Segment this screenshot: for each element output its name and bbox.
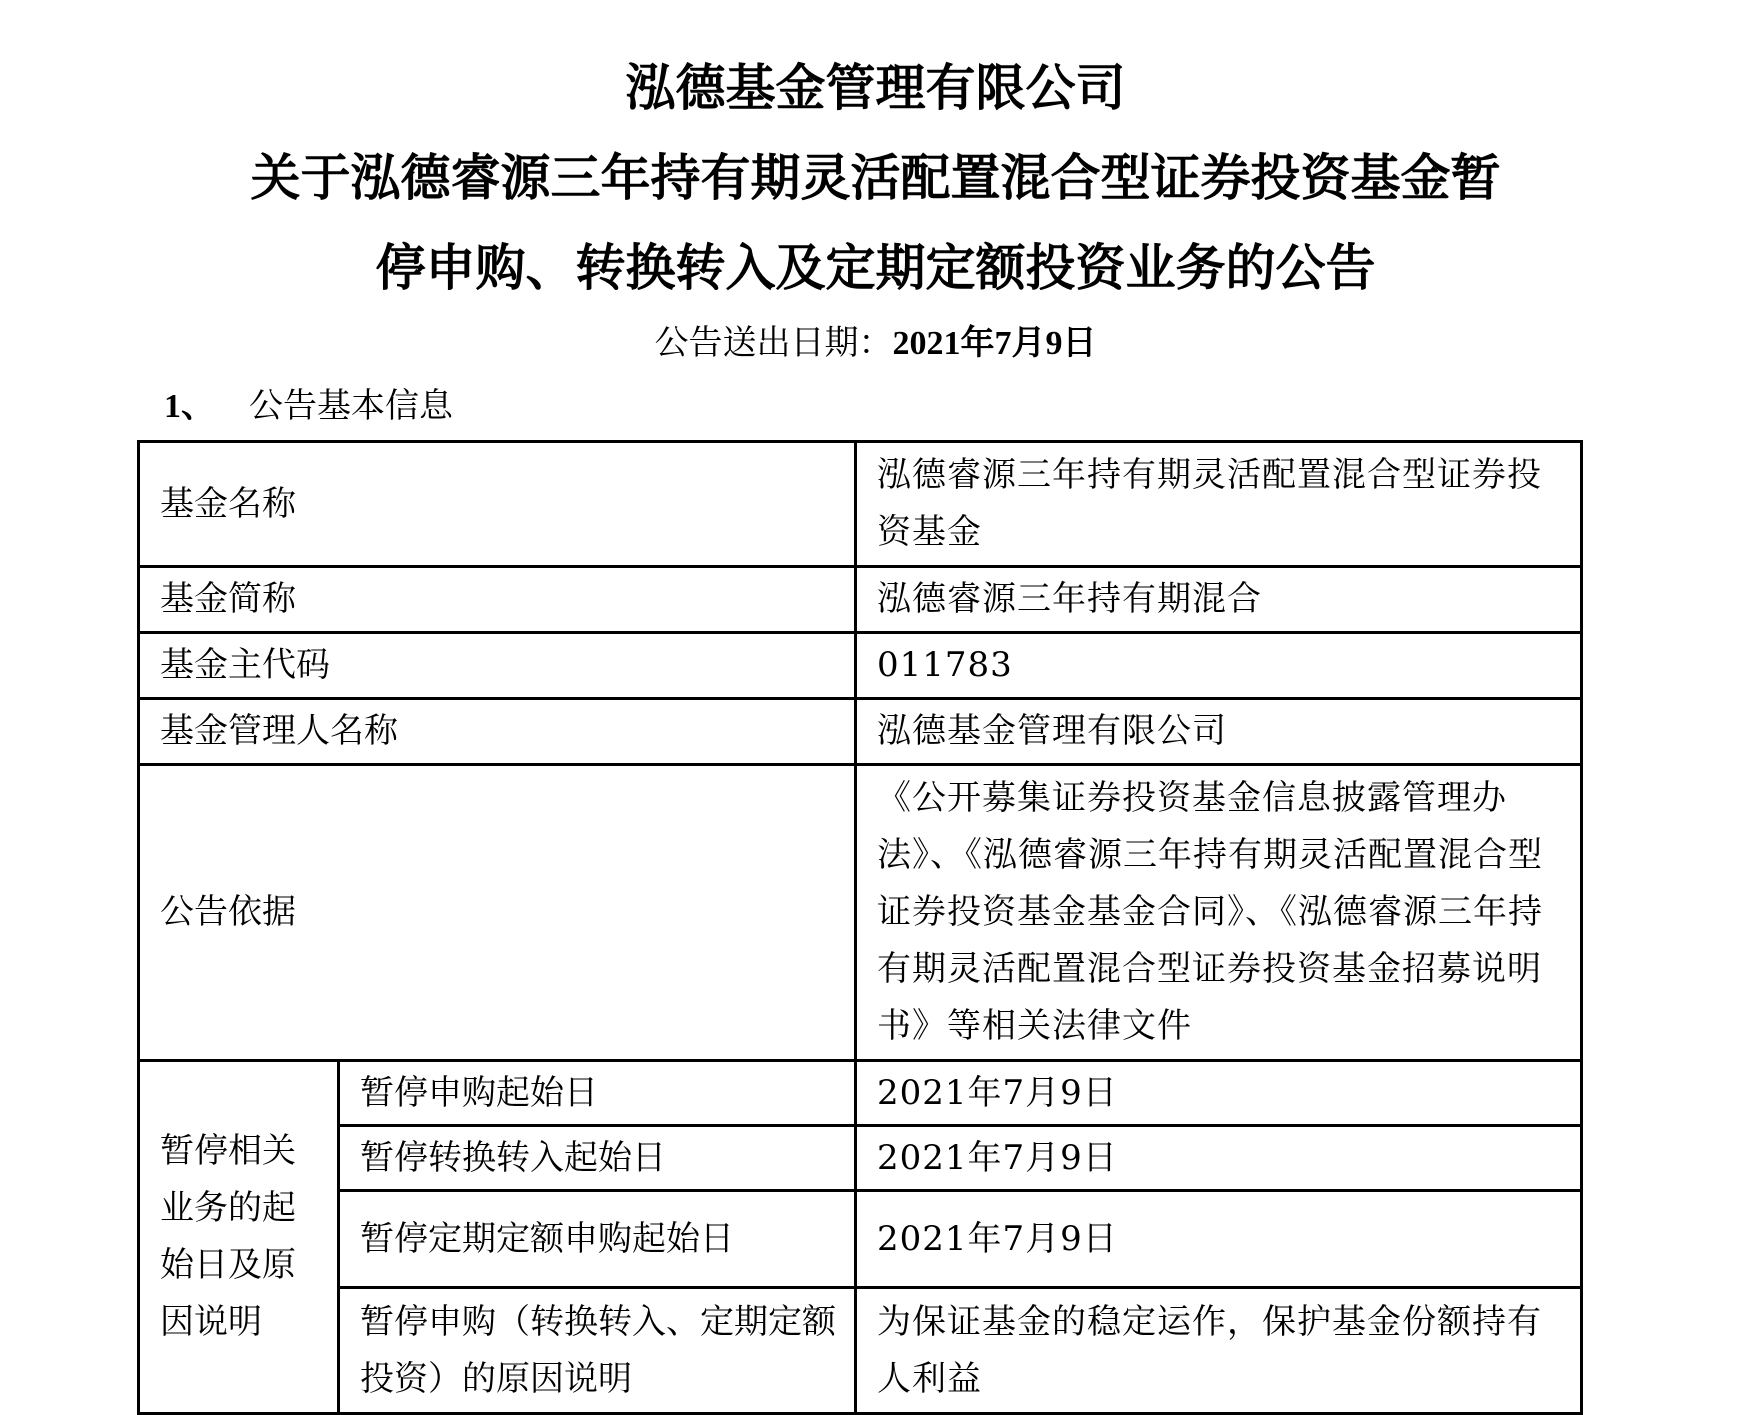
- fund-code-label: 基金主代码: [139, 633, 856, 699]
- suspend-conversion-label: 暂停转换转入起始日: [339, 1126, 856, 1191]
- legal-basis-value: 《公开募集证券投资基金信息披露管理办法》、《泓德睿源三年持有期灵活配置混合型证券投资基金基金合同》、《泓德睿源三年持有期灵活配置混合型证券投资基金招募说明书》等相关法律文件: [856, 765, 1582, 1061]
- announcement-title-line-3: 停申购、转换转入及定期定额投资业务的公告: [375, 239, 1376, 297]
- fund-name-value: 泓德睿源三年持有期灵活配置混合型证券投资基金: [856, 442, 1582, 567]
- fund-short-name-value: 泓德睿源三年持有期混合: [856, 567, 1582, 633]
- suspend-purchase-label: 暂停申购起始日: [339, 1061, 856, 1126]
- suspend-regular-investment-value: 2021年7月9日: [856, 1191, 1582, 1288]
- fund-code-value: 011783: [856, 633, 1582, 699]
- table-row: [139, 1191, 1582, 1288]
- date-label: 公告送出日期：: [654, 323, 893, 363]
- suspension-reason-label: 暂停申购（转换转入、定期定额投资）的原因说明: [339, 1288, 856, 1414]
- fund-manager-label: 基金管理人名称: [139, 699, 856, 765]
- date-value: 2021年7月9日: [892, 325, 1097, 362]
- announcement-title-line-2: 关于泓德睿源三年持有期灵活配置混合型证券投资基金暂: [250, 149, 1501, 207]
- suspend-purchase-value: 2021年7月9日: [856, 1061, 1582, 1126]
- section-heading: [164, 383, 453, 430]
- fund-name-label: 基金名称: [139, 442, 856, 567]
- suspension-group-label: 暂停相关业务的起始日及原因说明: [139, 1061, 339, 1414]
- table-row: [139, 1288, 1582, 1414]
- basic-info-table: [137, 440, 1583, 1415]
- suspend-regular-investment-label: 暂停定期定额申购起始日: [339, 1191, 856, 1288]
- fund-manager-value: 泓德基金管理有限公司: [856, 699, 1582, 765]
- suspend-conversion-value: 2021年7月9日: [856, 1126, 1582, 1191]
- table-row: [139, 765, 1582, 1061]
- table-row: [139, 1061, 1582, 1126]
- announcement-title-line-1: 泓德基金管理有限公司: [625, 59, 1126, 117]
- announcement-date: [0, 320, 1751, 367]
- section-number: 1、: [164, 388, 215, 425]
- legal-basis-label: 公告依据: [139, 765, 856, 1061]
- table-row: [139, 633, 1582, 699]
- table-row: [139, 442, 1582, 567]
- section-title: 公告基本信息: [249, 386, 453, 426]
- suspension-reason-value: 为保证基金的稳定运作，保护基金份额持有人利益: [856, 1288, 1582, 1414]
- table-row: [139, 567, 1582, 633]
- fund-short-name-label: 基金简称: [139, 567, 856, 633]
- table-row: [139, 699, 1582, 765]
- table-row: [139, 1126, 1582, 1191]
